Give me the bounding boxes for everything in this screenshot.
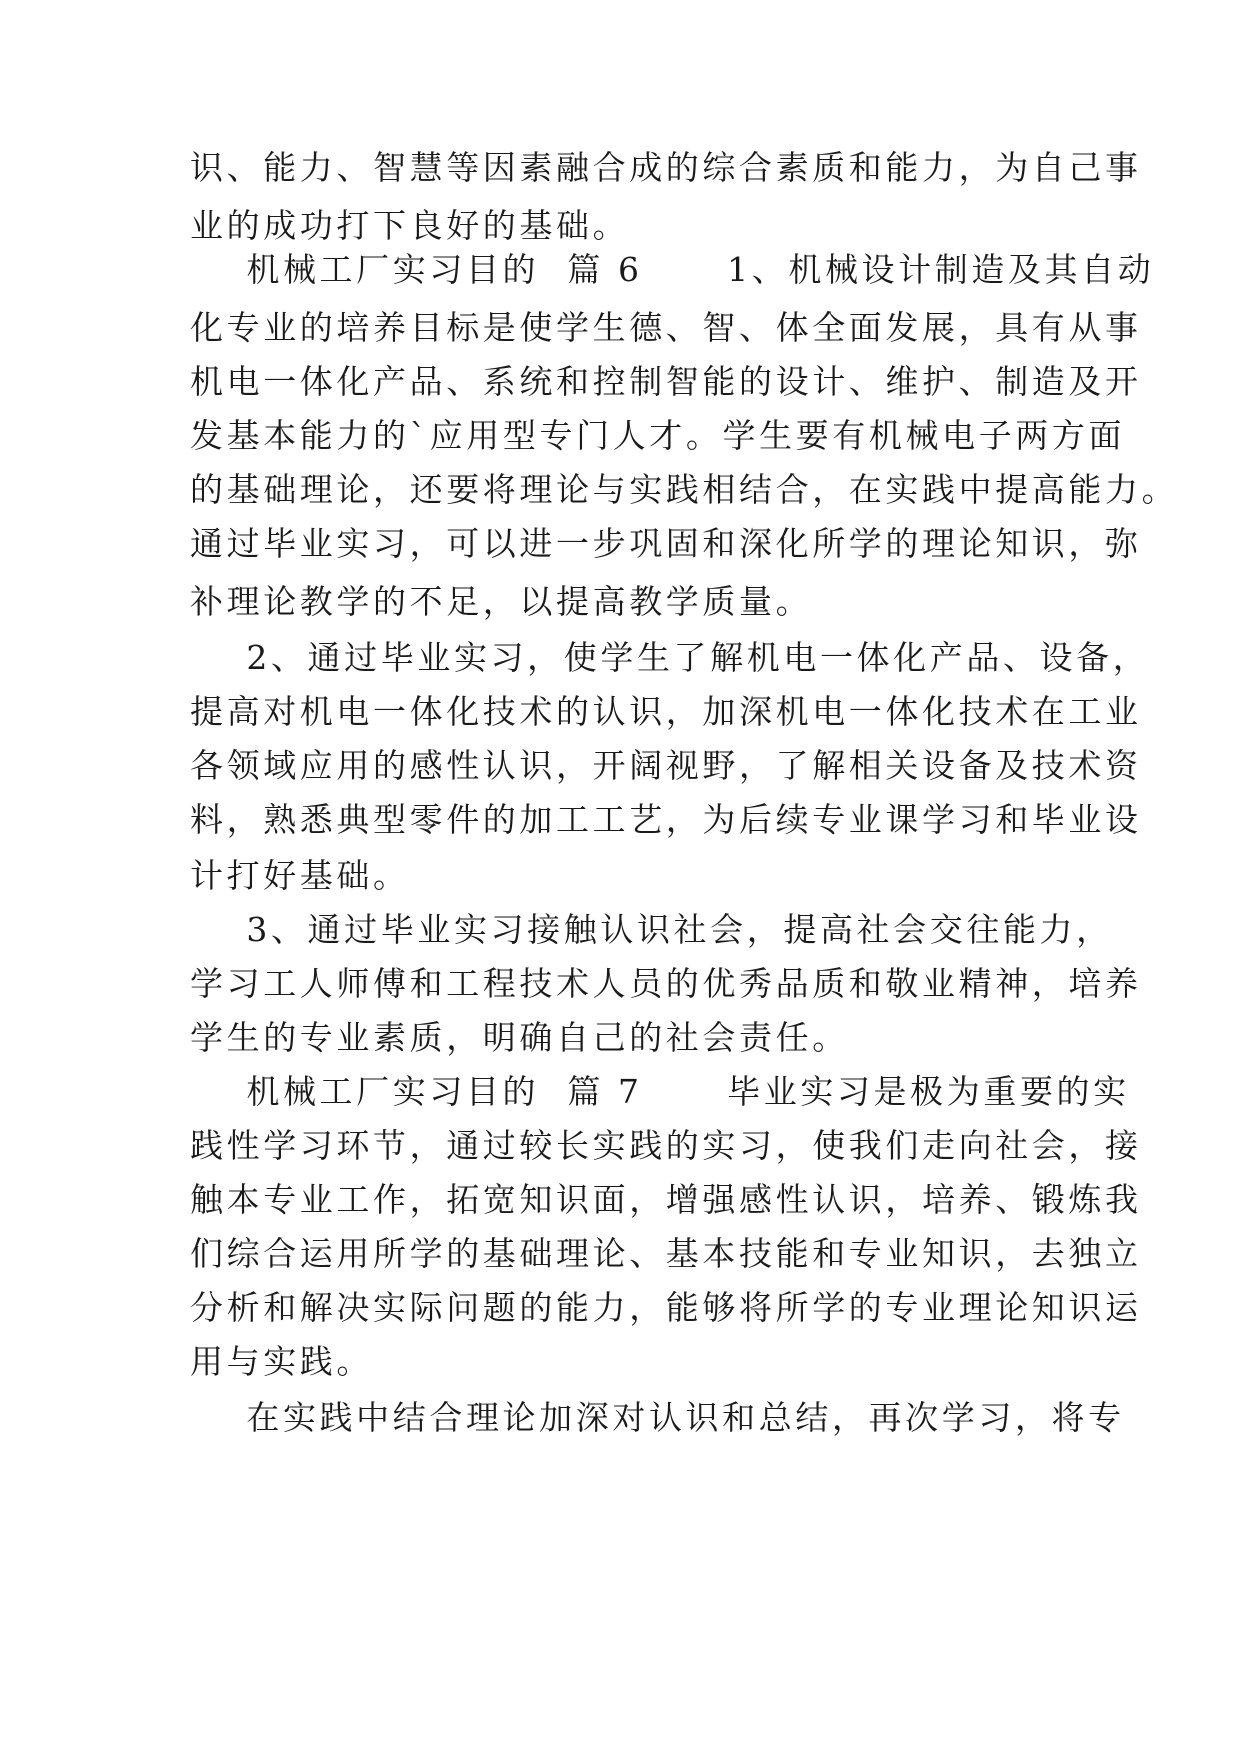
text-line: 们综合运用所学的基础理论、基本技能和专业知识，去独立 bbox=[190, 1234, 1142, 1273]
text-line: 业的成功打下良好的基础。 bbox=[190, 206, 630, 245]
text-line: 化专业的培养目标是使学生德、智、体全面发展，具有从事 bbox=[190, 308, 1142, 347]
text-line: 通过毕业实习，可以进一步巩固和深化所学的理论知识，弥 bbox=[190, 524, 1142, 563]
text-line: 3、通过毕业实习接触认识社会，提高社会交往能力， bbox=[190, 910, 1113, 949]
text-line: 学习工人师傅和工程技术人员的优秀品质和敬业精神，培养 bbox=[190, 964, 1142, 1003]
section-heading-line: 机械工厂实习目的 篇 7 毕业实习是极为重要的实 bbox=[190, 1072, 1130, 1111]
section-heading-line: 机械工厂实习目的 篇 6 1、机械设计制造及其自动 bbox=[190, 250, 1155, 289]
text-line: 用与实践。 bbox=[190, 1342, 373, 1381]
text-line: 提高对机电一体化技术的认识，加深机电一体化技术在工业 bbox=[190, 692, 1142, 731]
text-line: 料，熟悉典型零件的加工工艺，为后续专业课学习和毕业设 bbox=[190, 800, 1142, 839]
text-line: 补理论教学的不足，以提高教学质量。 bbox=[190, 582, 813, 621]
text-line: 2、通过毕业实习，使学生了解机电一体化产品、设备， bbox=[190, 638, 1150, 677]
text-line: 机电一体化产品、系统和控制智能的设计、维护、制造及开 bbox=[190, 362, 1142, 401]
text-line: 发基本能力的`应用型专门人才。学生要有机械电子两方面 bbox=[190, 416, 1126, 455]
text-line: 学生的专业素质，明确自己的社会责任。 bbox=[190, 1018, 849, 1057]
text-line: 各领域应用的感性认识，开阔视野，了解相关设备及技术资 bbox=[190, 746, 1142, 785]
text-line: 的基础理论，还要将理论与实践相结合，在实践中提高能力。 bbox=[190, 470, 1179, 509]
text-line: 计打好基础。 bbox=[190, 856, 410, 895]
text-line: 分析和解决实际问题的能力，能够将所学的专业理论知识运 bbox=[190, 1288, 1142, 1327]
text-line: 触本专业工作，拓宽知识面，增强感性认识，培养、锻炼我 bbox=[190, 1180, 1142, 1219]
text-line: 践性学习环节，通过较长实践的实习，使我们走向社会，接 bbox=[190, 1126, 1142, 1165]
text-line: 在实践中结合理论加深对认识和总结，再次学习，将专 bbox=[190, 1398, 1125, 1437]
text-line: 识、能力、智慧等因素融合成的综合素质和能力，为自己事 bbox=[190, 148, 1142, 187]
